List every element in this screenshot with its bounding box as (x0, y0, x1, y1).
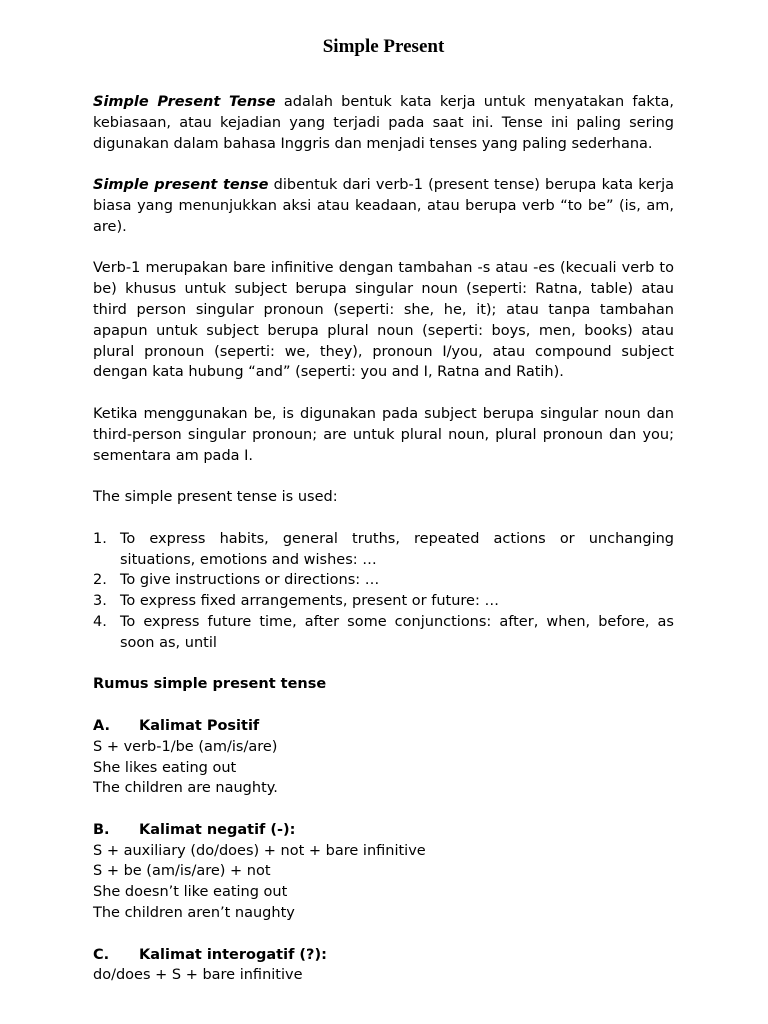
example-line: She doesn’t like eating out (93, 884, 288, 901)
section-letter: A. (93, 717, 110, 734)
list-item (93, 612, 674, 654)
document-page (93, 34, 674, 1007)
section-heading (93, 945, 674, 966)
section-interrogative (93, 945, 674, 987)
list-number: 4. (93, 613, 107, 630)
list-item (93, 570, 674, 591)
intro-text: adalah bentuk kata kerja untuk menyatakan fakta, kebiasaan, atau kejadian yang terjadi pada saat ini. Tense ini paling sering digunakan dalam bahasa Inggris dan menjadi tenses yang paling sederhana. (93, 94, 674, 152)
intro-paragraph (93, 92, 674, 154)
section-title: Kalimat Positif (139, 717, 260, 734)
list-item (93, 591, 674, 612)
section-heading (93, 820, 674, 841)
usage-intro: The simple present tense is used: (93, 489, 338, 506)
formation-text: dibentuk dari verb-1 (present tense) berupa kata kerja biasa yang menunjukkan aksi atau keadaan, atau berupa verb “to be” (is, am, are). (93, 177, 674, 235)
rumus-heading: Rumus simple present tense (93, 676, 327, 693)
example-line: She likes eating out (93, 759, 237, 776)
formula-line: S + auxiliary (do/does) + not + bare infinitive (93, 842, 426, 859)
formation-term: Simple present tense (93, 177, 269, 194)
verb1-paragraph: Verb-1 merupakan bare infinitive dengan tambahan -s atau -es (kecuali verb to be) khusus untuk subject berupa singular noun (seperti: Ratna, table) atau third person singular pronoun (seperti: she, he, it); atau tanpa tambahan apapun untuk subject berupa plural noun (seperti: boys, men, books) atau plural pronoun (seperti: we, they), pronoun I/you, atau compound subject dengan kata hubung “and” (seperti: you and I, Ratna and Ratih). (93, 260, 674, 381)
page-title: Simple Present (322, 36, 445, 57)
section-positive (93, 716, 674, 799)
formula-line: S + verb-1/be (am/is/are) (93, 738, 278, 755)
section-heading (93, 716, 674, 737)
example-line: The children are naughty. (93, 780, 278, 797)
section-title: Kalimat interogatif (?): (139, 946, 327, 963)
list-text: To express fixed arrangements, present or future: … (120, 593, 499, 610)
section-negative (93, 820, 674, 924)
formation-paragraph (93, 175, 674, 237)
usage-list (93, 529, 674, 654)
list-number: 1. (93, 530, 107, 547)
list-text: To express future time, after some conjunctions: after, when, before, as soon as, until (120, 613, 674, 651)
list-text: To express habits, general truths, repeated actions or unchanging situations, emotions and wishes: … (120, 530, 674, 568)
formula-line: do/does + S + bare infinitive (93, 967, 303, 984)
be-paragraph: Ketika menggunakan be, is digunakan pada subject berupa singular noun dan third-person singular pronoun; are untuk plural noun, plural pronoun dan you; sementara am pada I. (93, 405, 674, 464)
formula-line: S + be (am/is/are) + not (93, 863, 271, 880)
list-text: To give instructions or directions: … (120, 572, 380, 589)
list-number: 2. (93, 572, 107, 589)
list-item (93, 529, 674, 571)
example-line: The children aren’t naughty (93, 905, 295, 922)
section-title: Kalimat negatif (-): (139, 821, 296, 838)
section-letter: B. (93, 821, 110, 838)
intro-term: Simple Present Tense (93, 94, 276, 110)
list-number: 3. (93, 593, 107, 610)
section-letter: C. (93, 946, 110, 963)
